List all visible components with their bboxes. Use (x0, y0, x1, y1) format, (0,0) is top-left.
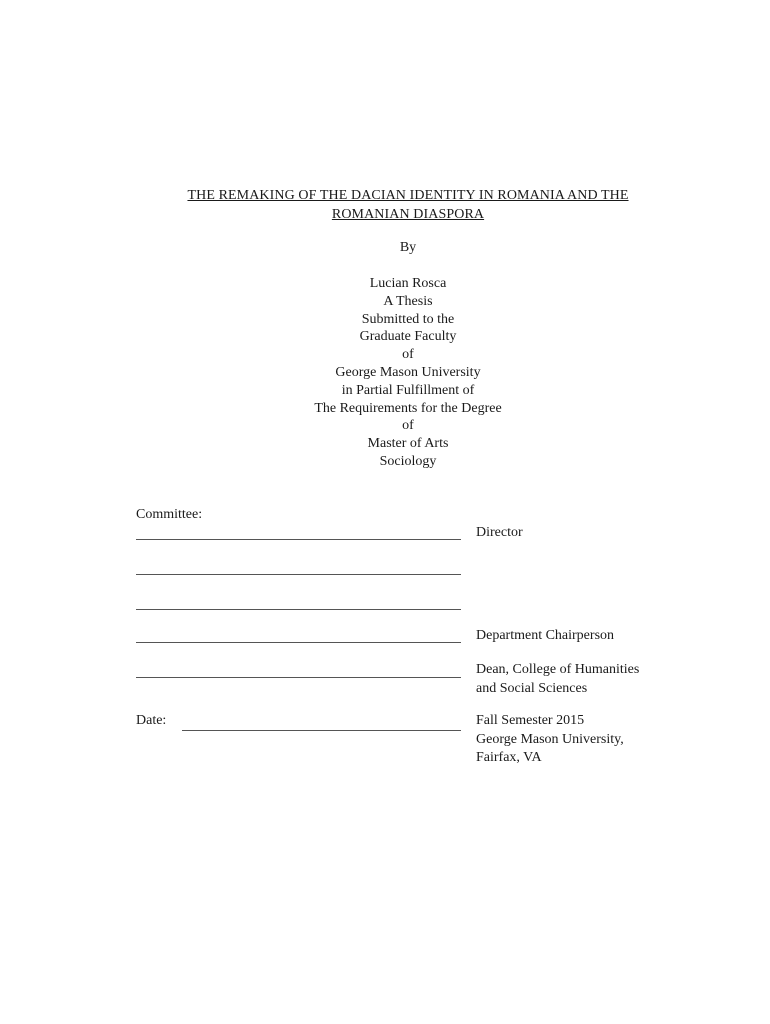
location-line: Fairfax, VA (476, 750, 542, 765)
committee-member-signature-line (136, 609, 461, 610)
committee-member-signature-line (136, 574, 461, 575)
committee-label: Committee: (136, 507, 203, 522)
semester-line: Fall Semester 2015 (476, 713, 585, 728)
date-signature-line (182, 730, 461, 731)
thesis-statement (258, 275, 558, 471)
thesis-line: A Thesis (383, 293, 433, 309)
thesis-title (150, 186, 666, 224)
department-chair-label: Department Chairperson (476, 628, 615, 643)
thesis-line: Submitted to the (361, 311, 455, 327)
dean-signature-line (136, 677, 461, 678)
thesis-line: Graduate Faculty (359, 329, 457, 345)
thesis-line: in Partial Fulfillment of (341, 382, 475, 398)
thesis-line: of (402, 347, 414, 363)
date-label: Date: (136, 713, 167, 728)
dean-label-line-1: Dean, College of Humanities (476, 662, 640, 677)
degree-field: Sociology (379, 453, 437, 469)
dean-label-line-2: and Social Sciences (476, 680, 588, 696)
thesis-line: The Requirements for the Degree (314, 400, 502, 416)
thesis-line: of (402, 418, 414, 434)
by-label: By (399, 240, 417, 255)
director-label: Director (476, 525, 523, 540)
author-name: Lucian Rosca (369, 276, 447, 291)
dean-label (476, 661, 639, 698)
thesis-title-line-2: ROMANIAN DIASPORA (331, 207, 485, 222)
university-line: George Mason University, (476, 731, 624, 747)
thesis-title-line-1: THE REMAKING OF THE DACIAN IDENTITY IN ROMANIA AND THE (187, 188, 629, 203)
degree-name: Master of Arts (367, 436, 449, 452)
department-chair-signature-line (136, 642, 461, 643)
director-signature-line (136, 539, 461, 540)
thesis-line: George Mason University (335, 364, 481, 380)
semester-info (476, 712, 624, 768)
